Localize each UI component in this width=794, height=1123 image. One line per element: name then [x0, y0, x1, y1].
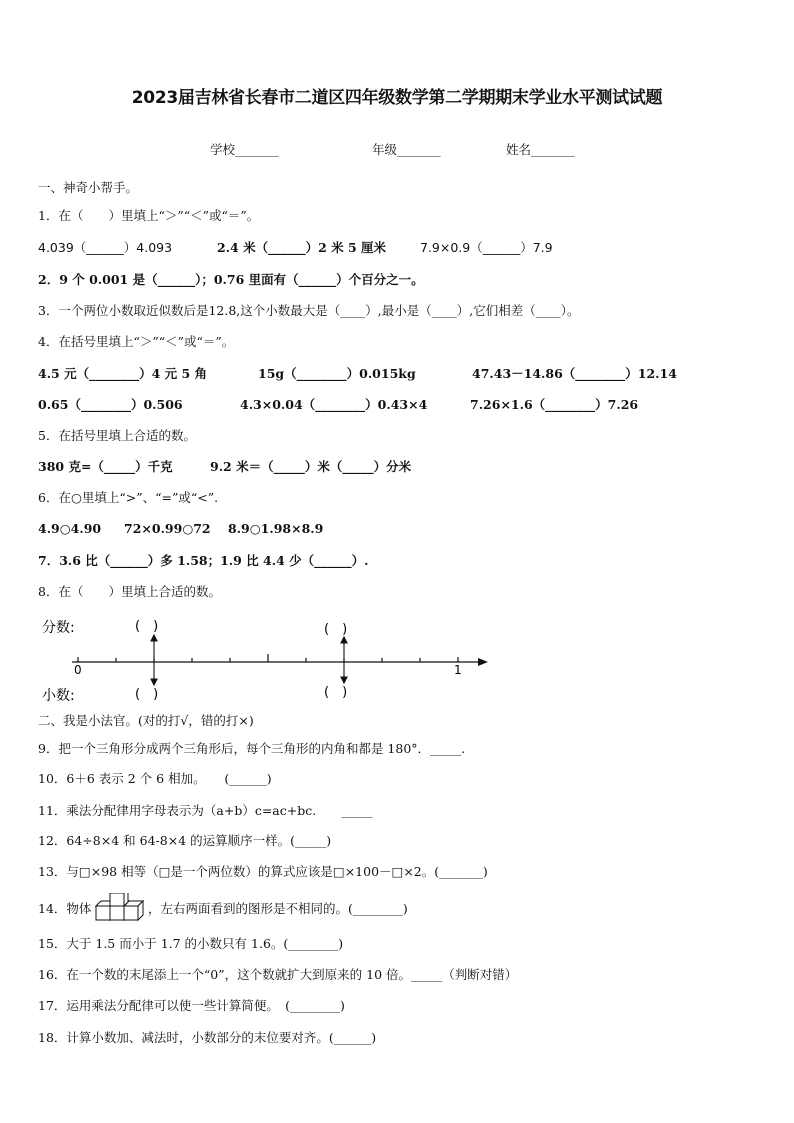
q4-d: 0.65（________）0.506 — [38, 397, 183, 412]
fraction-paren-1: ( ) — [135, 619, 159, 634]
q1-c: 7.9×0.9（______）7.9 — [420, 240, 553, 255]
q12: 12．64÷8×4 和 64-8×4 的运算顺序一样。(_____) — [38, 833, 332, 848]
q1-b: 2.4 米（______）2 米 5 厘米 — [217, 240, 387, 255]
q10: 10．6＋6 表示 2 个 6 相加。 (______) — [38, 771, 272, 786]
grade-field: 年级_______ — [372, 142, 441, 157]
section-1-heading: 一、神奇小帮手。 — [38, 180, 139, 195]
number-line-figure — [38, 612, 498, 708]
page-title: 2023届吉林省长春市二道区四年级数学第二学期期末学业水平测试试题 — [131, 88, 663, 108]
q5-b: 9.2 米＝（_____）米（_____）分米 — [210, 459, 412, 474]
q11: 11．乘法分配律用字母表示为（a+b）c=ac+bc. _____ — [38, 803, 373, 818]
decimal-paren-2: ( ) — [324, 685, 348, 700]
q9: 9．把一个三角形分成两个三角形后，每个三角形的内角和都是 180°．_____. — [38, 741, 466, 756]
q6-a: 4.9○4.90 — [38, 521, 102, 536]
q14-prefix: 14．物体 — [38, 901, 92, 916]
q14-suffix: ，左右两面看到的图形是不相同的。(________) — [148, 901, 408, 916]
q15: 15．大于 1.5 而小于 1.7 的小数只有 1.6。(________) — [38, 936, 344, 951]
fraction-paren-2: ( ) — [324, 622, 348, 637]
tick-label-0: 0 — [74, 663, 82, 677]
q4-b: 15g（________）0.015kg — [258, 366, 416, 381]
q4-e: 4.3×0.04（________）0.43×4 — [240, 397, 428, 412]
axis-arrow — [478, 658, 488, 666]
decimal-paren-1: ( ) — [135, 687, 159, 702]
q4-f: 7.26×1.6（________）7.26 — [470, 397, 639, 412]
q8-stem: 8．在（ ）里填上合适的数。 — [38, 584, 221, 599]
q3: 3．一个两位小数取近似数后是12.8,这个小数最大是（____）,最小是（____）,它们相差（____）。 — [38, 303, 580, 318]
q4-stem: 4．在括号里填上“＞”“＜”或“＝”。 — [38, 334, 235, 349]
q1-stem: 1．在（ ）里填上“＞”“＜”或“＝”。 — [38, 208, 260, 223]
name-field: 姓名_______ — [506, 142, 575, 157]
ticks — [78, 654, 458, 662]
q1-a: 4.039（______）4.093 — [38, 240, 173, 255]
cube-figure — [94, 893, 148, 925]
q6-c: 8.9○1.98×8.9 — [228, 521, 324, 536]
q6-b: 72×0.99○72 — [124, 521, 211, 536]
q18: 18．计算小数加、减法时，小数部分的末位要对齐。(______) — [38, 1030, 377, 1045]
q7: 7．3.6 比（______）多 1.58；1.9 比 4.4 少（______）. — [38, 553, 369, 568]
fraction-label: 分数: — [42, 620, 75, 636]
q4-a: 4.5 元（________）4 元 5 角 — [38, 366, 208, 381]
school-field: 学校_______ — [210, 142, 279, 157]
q2: 2．9 个 0.001 是（______）；0.76 里面有（______）个百分之一。 — [38, 272, 424, 287]
section-2-heading: 二、我是小法官。(对的打√，错的打×) — [38, 713, 254, 728]
arrow-marker-2 — [341, 637, 347, 683]
q17: 17．运用乘法分配律可以使一些计算简便。 (________) — [38, 998, 345, 1013]
q6-stem: 6．在○里填上“>”、“=”或“<”. — [38, 490, 219, 505]
decimal-label: 小数: — [42, 688, 75, 704]
q13: 13．与□×98 相等（□是一个两位数）的算式应该是□×100－□×2。(_______) — [38, 864, 488, 879]
q4-c: 47.43－14.86（________）12.14 — [472, 366, 677, 381]
tick-label-1: 1 — [454, 663, 462, 677]
q5-a: 380 克=（_____）千克 — [38, 459, 173, 474]
q5-stem: 5．在括号里填上合适的数。 — [38, 428, 196, 443]
arrow-marker-1 — [151, 635, 157, 685]
q16: 16．在一个数的末尾添上一个“0”，这个数就扩大到原来的 10 倍。_____（判断对错） — [38, 967, 518, 982]
